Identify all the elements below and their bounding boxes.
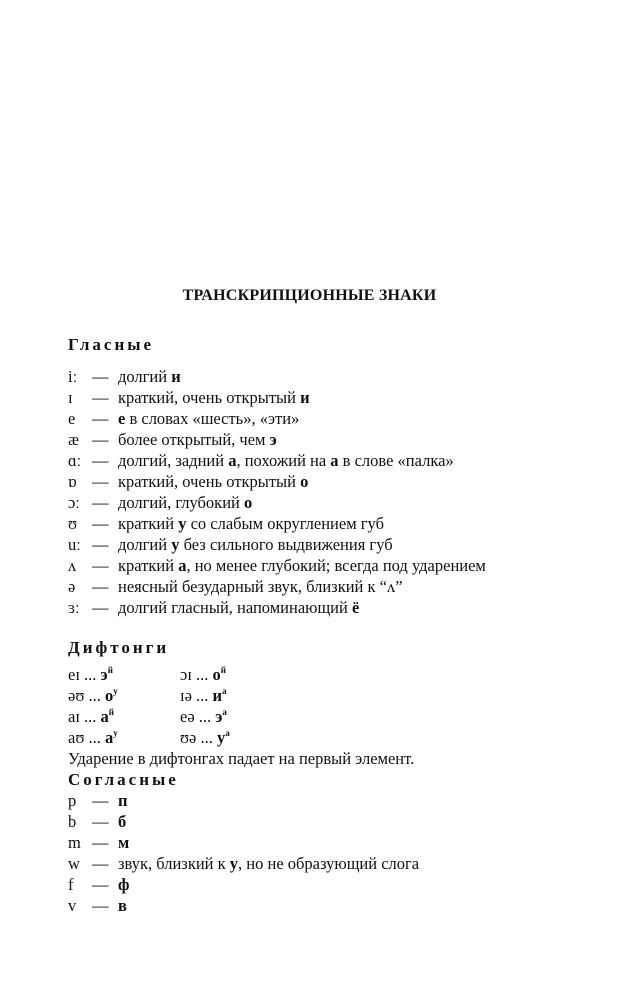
- vowel-symbol: ɒ: [68, 472, 77, 491]
- consonant-description: в: [118, 896, 127, 915]
- vowel-symbol: e: [68, 409, 76, 428]
- vowel-description: краткий у со слабым округлением губ: [118, 514, 384, 533]
- consonant-description: звук, близкий к у, но не образующий слога: [118, 854, 420, 873]
- vowel-description: неясный безударный звук, близкий к “ʌ”: [118, 577, 403, 596]
- consonant-description: п: [118, 791, 128, 810]
- dash: —: [92, 388, 109, 407]
- vowel-description: долгий у без сильного выдвижения губ: [118, 535, 393, 554]
- dash: —: [92, 833, 109, 852]
- vowel-description: краткий а, но менее глубокий; всегда под ударением: [118, 556, 486, 575]
- section-heading-consonants: Согласные: [68, 770, 179, 789]
- dash: —: [92, 556, 109, 575]
- diphthong-cell: aʊ ... $а^у$: [68, 728, 118, 747]
- vowel-description: долгий, задний а, похожий на а в слове «палка»: [118, 451, 454, 470]
- dash: —: [92, 451, 109, 470]
- dash: —: [92, 430, 109, 449]
- dash: —: [92, 598, 109, 617]
- dash: —: [92, 367, 109, 386]
- diphthong-cell: ɪə ... $и^а$: [180, 686, 227, 705]
- diphthong-cell: eɪ ... $э^й$: [68, 665, 113, 684]
- consonant-symbol: w: [68, 854, 80, 873]
- consonant-symbol: v: [68, 896, 77, 915]
- vowel-description: долгий гласный, напоминающий ё: [118, 598, 360, 617]
- vowel-description: краткий, очень открытый и: [118, 388, 310, 407]
- vowel-symbol: æ: [68, 430, 80, 449]
- diphthong-cell: eə ... $э^а$: [180, 707, 227, 726]
- dash: —: [92, 535, 109, 554]
- vowel-symbol: ɔː: [68, 493, 80, 512]
- vowel-symbol: ɪ: [68, 388, 73, 407]
- dash: —: [92, 514, 109, 533]
- dash: —: [92, 493, 109, 512]
- vowel-symbol: ʊ: [68, 514, 78, 533]
- consonant-description: б: [118, 812, 127, 831]
- vowel-symbol: ə: [68, 577, 76, 596]
- consonant-symbol: m: [68, 833, 81, 852]
- dash: —: [92, 472, 109, 491]
- section-heading-vowels: Гласные: [68, 335, 155, 354]
- diphthong-cell: ɔɪ ... $о^й$: [180, 665, 226, 684]
- section-heading-diphthongs: Дифтонги: [68, 638, 170, 657]
- vowel-symbol: ɜː: [68, 598, 80, 617]
- diphthong-cell: ʊə ... $у^а$: [180, 728, 230, 747]
- consonant-description: ф: [118, 875, 130, 894]
- consonant-symbol: f: [68, 875, 74, 894]
- diphthong-cell: əʊ ... $о^у$: [68, 686, 118, 705]
- vowel-symbol: ʌ: [68, 556, 77, 575]
- vowel-description: е в словах «шесть», «эти»: [118, 409, 300, 428]
- dash: —: [92, 896, 109, 915]
- dash: —: [92, 577, 109, 596]
- consonant-description: м: [118, 833, 130, 852]
- diphthong-stress-note: Ударение в дифтонгах падает на первый элемент.: [68, 749, 415, 768]
- vowel-symbol: uː: [68, 535, 81, 554]
- dash: —: [92, 791, 109, 810]
- dash: —: [92, 854, 109, 873]
- diphthong-cell: aɪ ... $а^й$: [68, 707, 114, 726]
- consonant-symbol: b: [68, 812, 77, 831]
- page-title: ТРАНСКРИПЦИОННЫЕ ЗНАКИ: [182, 287, 437, 304]
- vowel-symbol: iː: [68, 367, 78, 386]
- dash: —: [92, 812, 109, 831]
- vowel-description: более открытый, чем э: [118, 430, 277, 449]
- vowel-description: краткий, очень открытый о: [118, 472, 309, 491]
- dash: —: [92, 409, 109, 428]
- vowel-symbol: ɑː: [68, 451, 82, 470]
- dash: —: [92, 875, 109, 894]
- consonant-symbol: p: [68, 791, 77, 810]
- vowel-description: долгий и: [118, 367, 181, 386]
- vowel-description: долгий, глубокий о: [118, 493, 253, 512]
